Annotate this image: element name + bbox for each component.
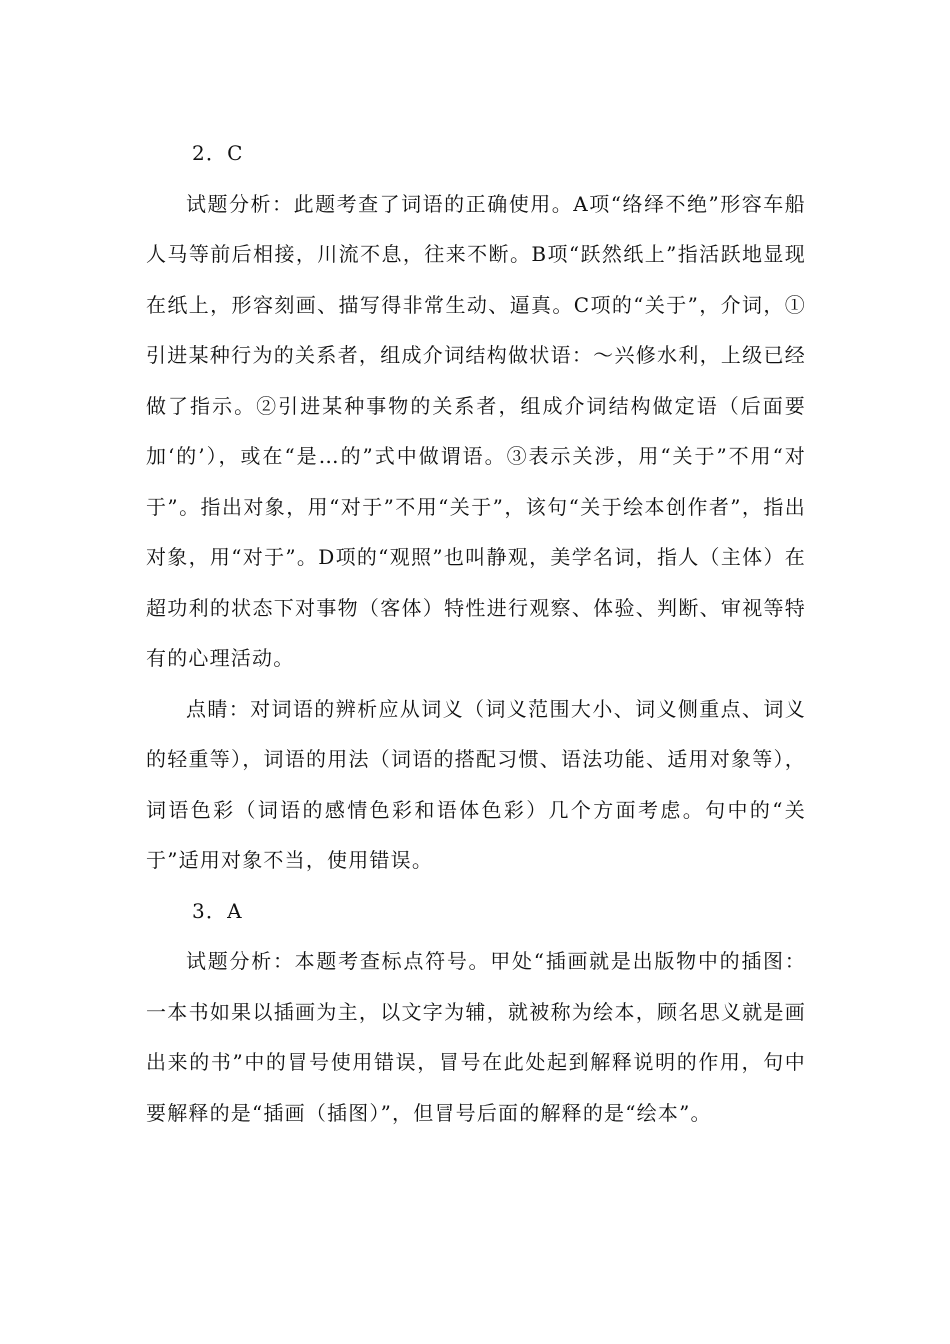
- question-2-tip: 点睛：对词语的辨析应从词义（词义范围大小、词义侧重点、词义的轻重等），词语的用法（词语的搭配习惯、语法功能、适用对象等），词语色彩（词语的感情色彩和语体色彩）几个方面考虑。句中的“关于”适用对象不当，使用错误。: [146, 696, 806, 872]
- question-2-analysis: 试题分析：此题考查了词语的正确使用。A项“络绎不绝”形容车船人马等前后相接，川流不息，往来不断。B项“跃然纸上”指活跃地显现在纸上，形容刻画、描写得非常生动、逼真。C项的“关于”，介词，①引进某种行为的关系者，组成介词结构做状语：～兴修水利，上级已经做了指示。②引进某种事物的关系者，组成介词结构做定语（后面要加‘的’），或在“是…的”式中做谓语。③表示关涉，用“关于”不用“对于”。指出对象，用“对于”不用“关于”，该句“关于绘本创作者”，指出对象，用“对于”。D项的“观照”也叫静观，美学名词，指人（主体）在超功利的状态下对事物（客体）特性进行观察、体验、判断、审视等特有的心理活动。: [146, 191, 806, 670]
- question-3-number: 3．A: [192, 898, 243, 923]
- question-3-analysis: 试题分析：本题考查标点符号。甲处“插画就是出版物中的插图：一本书如果以插画为主，以文字为辅，就被称为绘本，顾名思义就是画出来的书”中的冒号使用错误，冒号在此处起到解释说明的作用，句中要解释的是“插画（插图）”，但冒号后面的解释的是“绘本”。: [146, 949, 806, 1125]
- question-2-number: 2．C: [192, 141, 244, 165]
- document-body: [146, 128, 806, 1138]
